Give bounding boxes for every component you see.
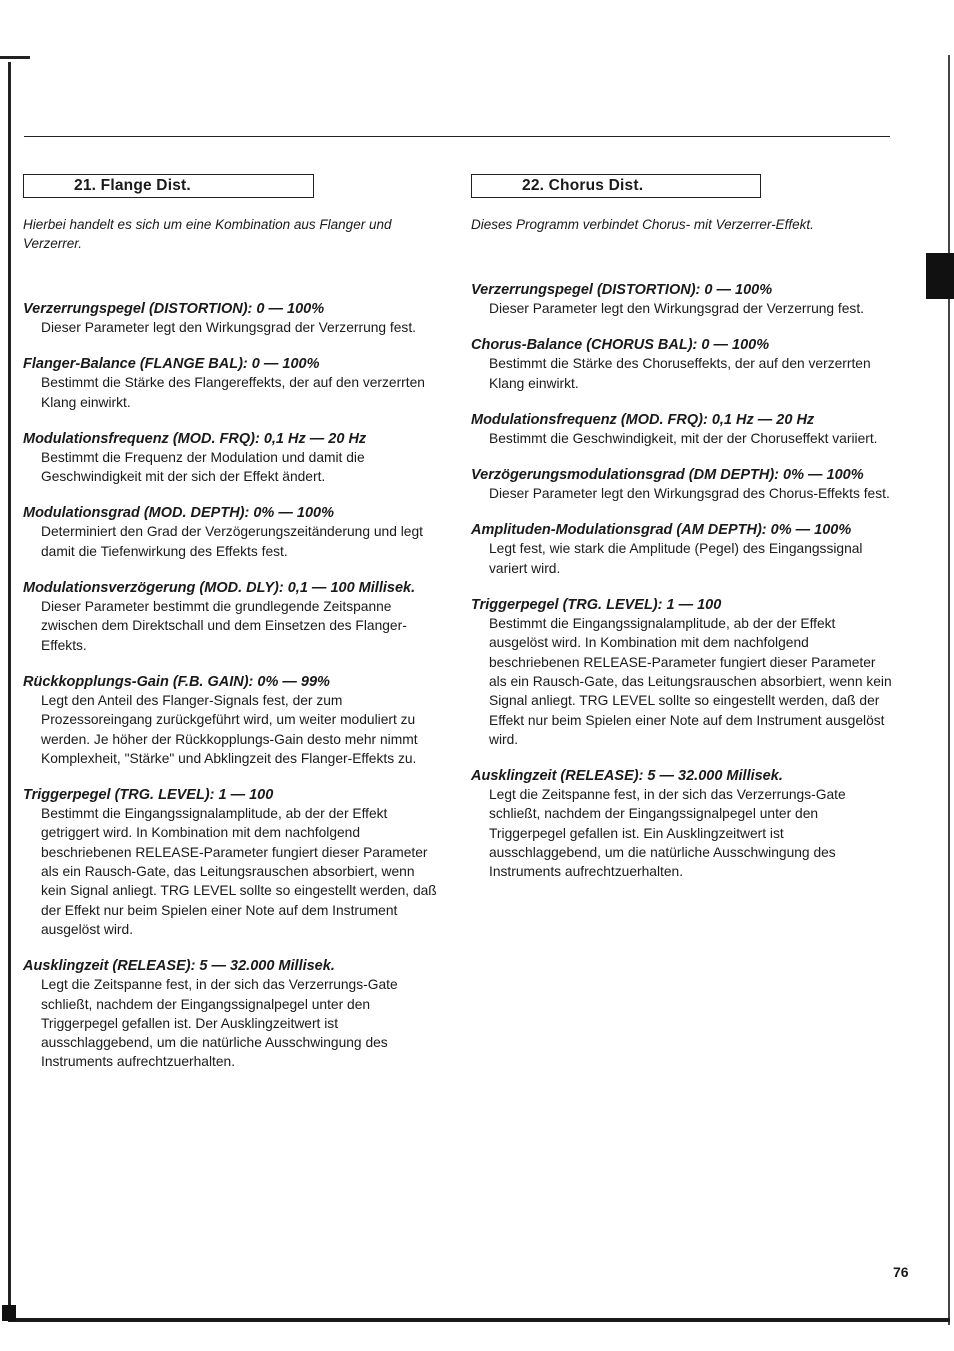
parameter-heading: Ausklingzeit (RELEASE): 5 — 32.000 Millisek. <box>23 958 335 975</box>
parameter-description: Bestimmt die Geschwindigkeit, mit der der Choruseffekt variiert. <box>489 430 878 446</box>
parameter-description: Bestimmt die Stärke des Choruseffekts, der auf den verzerrten Klang einwirkt. <box>489 356 871 391</box>
section-title: 22. Chorus Dist. <box>471 174 761 198</box>
parameter-heading: Triggerpegel (TRG. LEVEL): 1 — 100 <box>23 787 274 804</box>
parameter-entry <box>23 430 443 487</box>
parameter-description: Legt die Zeitspanne fest, in der sich das Verzerrungs-Gate schließt, nachdem der Eingangssignalpegel unter den Triggerpegel gefallen ist. Der Ausklingzeitwert ist ausschlaggebend, um die natürliche Ausschwingung des Instruments aufrechtzuerhalten. <box>41 977 398 1070</box>
parameter-heading: Flanger-Balance (FLANGE BAL): 0 — 100% <box>23 356 320 373</box>
thumb-index-tab <box>926 253 954 299</box>
parameter-heading: Verzögerungsmodulationsgrad (DM DEPTH): 0% — 100% <box>471 467 864 484</box>
parameter-description: Dieser Parameter legt den Wirkungsgrad des Chorus-Effekts fest. <box>489 486 890 502</box>
section-flange-dist <box>23 174 443 1090</box>
section-intro: Dieses Programm verbindet Chorus- mit Verzerrer-Effekt. <box>471 217 814 232</box>
parameter-entry <box>471 596 893 749</box>
parameter-entry <box>23 579 443 655</box>
parameter-description: Bestimmt die Stärke des Flangereffekts, der auf den verzerrten Klang einwirkt. <box>41 375 425 410</box>
parameter-heading: Modulationsverzögerung (MOD. DLY): 0,1 — 100 Millisek. <box>23 580 416 597</box>
scan-corner-mark <box>0 56 30 69</box>
parameter-entry <box>471 336 893 393</box>
parameter-heading: Ausklingzeit (RELEASE): 5 — 32.000 Millisek. <box>471 768 783 785</box>
parameter-heading: Modulationsgrad (MOD. DEPTH): 0% — 100% <box>23 505 334 522</box>
parameter-heading: Amplituden-Modulationsgrad (AM DEPTH): 0% — 100% <box>471 522 852 539</box>
parameter-heading: Triggerpegel (TRG. LEVEL): 1 — 100 <box>471 597 722 614</box>
parameter-entry <box>23 786 443 939</box>
parameter-entry <box>23 300 443 337</box>
section-intro: Hierbei handelt es sich um eine Kombination aus Flanger und Verzerrer. <box>23 217 392 251</box>
parameter-heading: Modulationsfrequenz (MOD. FRQ): 0,1 Hz — 20 Hz <box>23 430 367 447</box>
parameter-entry <box>23 957 443 1071</box>
parameter-heading: Verzerrungspegel (DISTORTION): 0 — 100% <box>471 282 773 298</box>
parameter-entry <box>23 504 443 561</box>
parameter-description: Dieser Parameter legt den Wirkungsgrad der Verzerrung fest. <box>489 301 864 316</box>
parameter-entry <box>471 411 893 448</box>
scan-bottom-edge <box>8 1318 950 1322</box>
parameter-entry <box>471 281 893 318</box>
parameter-entry <box>471 466 893 503</box>
scan-left-edge <box>8 62 11 1320</box>
parameter-description: Legt den Anteil des Flanger-Signals fest, der zum Prozessoreingang zurückgeführt wird, um weiter moduliert zu werden. Je höher der Rückkopplungs-Gain desto mehr nimmt Komplexheit, "Stärke" und Abklingzeit des Flanger-Effekts zu. <box>41 692 418 766</box>
header-rule <box>24 136 890 137</box>
parameter-entry <box>23 673 443 768</box>
scan-right-edge <box>948 55 950 1325</box>
scan-bottom-corner <box>2 1305 16 1321</box>
parameter-description: Bestimmt die Frequenz der Modulation und damit die Geschwindigkeit mit der sich der Effekt ändert. <box>41 449 365 485</box>
param-list <box>471 281 893 882</box>
section-title: 21. Flange Dist. <box>23 174 314 198</box>
parameter-description: Legt fest, wie stark die Amplitude (Pegel) des Eingangssignal variert wird. <box>489 541 863 576</box>
parameter-description: Bestimmt die Eingangssignalamplitude, ab der der Effekt ausgelöst wird. In Kombination mit dem nachfolgend beschriebenen RELEASE-Parameter fungiert dieser Parameter als ein Rausch-Gate, das Leitungsrauschen absorbiert, wenn kein Signal anliegt. TRG LEVEL sollte so eingestellt werden, daß der Effekt nur beim Spielen einer Note auf dem Instrument ausgelöst wird. <box>489 616 892 747</box>
parameter-entry <box>471 521 893 578</box>
parameter-description: Determiniert den Grad der Verzögerungszeitänderung und legt damit die Tiefenwirkung des Effekts fest. <box>41 524 423 559</box>
parameter-description: Bestimmt die Eingangssignalamplitude, ab der der Effekt getriggert wird. In Kombination mit dem nachfolgend beschriebenen RELEASE-Parameter fungiert dieser Parameter als ein Rausch-Gate, das Leitungsrauschen absorbiert, wenn kein Signal anliegt. TRG LEVEL sollte so eingestellt werden, daß der Effekt nur beim Spielen einer Note auf dem Instrument ausgelöst wird. <box>41 806 437 937</box>
page-number: 76 <box>893 1264 909 1280</box>
parameter-heading: Rückkopplungs-Gain (F.B. GAIN): 0% — 99% <box>23 673 330 690</box>
section-chorus-dist <box>471 174 893 900</box>
parameter-description: Dieser Parameter legt den Wirkungsgrad der Verzerrung fest. <box>41 320 416 335</box>
parameter-heading: Verzerrungspegel (DISTORTION): 0 — 100% <box>23 301 325 317</box>
parameter-description: Dieser Parameter bestimmt die grundlegende Zeitspanne zwischen dem Direktschall und dem Einsetzen des Flanger-Effekts. <box>41 599 407 653</box>
parameter-description: Legt die Zeitspanne fest, in der sich das Verzerrungs-Gate schließt, nachdem der Eingangssignalpegel unter den Triggerpegel gefallen ist. Ein Ausklingzeitwert ist ausschlaggebend, um die natürliche Ausschwingung des Instruments aufrechtzuerhalten. <box>489 787 846 880</box>
parameter-entry <box>23 355 443 412</box>
parameter-heading: Modulationsfrequenz (MOD. FRQ): 0,1 Hz — 20 Hz <box>471 411 815 428</box>
parameter-entry <box>471 767 893 881</box>
param-list <box>23 300 443 1072</box>
parameter-heading: Chorus-Balance (CHORUS BAL): 0 — 100% <box>471 337 770 354</box>
